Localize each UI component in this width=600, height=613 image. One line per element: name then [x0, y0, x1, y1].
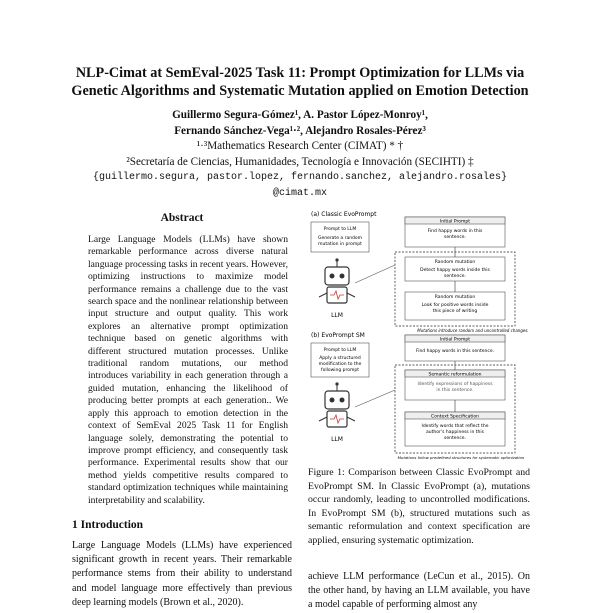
section-text: Large Language Models (LLMs) have experienced significant growth in recent years. Their remarkable performance stems from their ability to understand and model language more effectively than previous deep learning models (Brown et al., 2020).	[72, 540, 292, 608]
prompt-b-text: Apply a structured modification to the following prompt	[318, 356, 362, 373]
affiliation-1: ¹·³Mathematics Research Center (CIMAT) * †	[196, 140, 404, 152]
email-domain: @cimat.mx	[272, 187, 327, 199]
random-mutation-label-2: Random mutation	[434, 295, 476, 300]
abstract-heading: Abstract	[160, 212, 204, 224]
llm-label-a: LLM	[331, 312, 343, 319]
semantic-text: Identify expressions of happiness in this sentence.	[417, 382, 493, 393]
authors-line-2: Fernando Sánchez-Vega¹·², Alejandro Rosales-Pérez³	[174, 124, 426, 137]
llm-label-b: LLM	[331, 436, 343, 443]
figure-1	[305, 205, 533, 463]
caption-b: Mutations follow predefined structures for systematic optimization	[397, 455, 525, 460]
robot-icon-a	[319, 258, 355, 303]
robot-icon-b	[319, 382, 355, 427]
panel-b-label: (b) EvoPrompt SM	[311, 332, 365, 339]
affiliation-2: ²Secretaría de Ciencias, Humanidades, Tecnología e Innovación (SECIHTI) ‡	[126, 155, 474, 168]
context-text: Identify words that reflect the author's happiness in this sentence.	[421, 424, 489, 441]
column2-text: achieve LLM performance (LeCun et al., 2015). On the other hand, by having an LLM available, you have a model capable of performing almost any	[308, 571, 530, 611]
panel-a-label: (a) Classic EvoPrompt	[311, 211, 377, 218]
initial-prompt-label-b: Initial Prompt	[439, 337, 471, 343]
initial-prompt-label-a: Initial Prompt	[439, 219, 471, 225]
authors-line-1: Guillermo Segura-Gómez¹, A. Pastor López-Monroy¹,	[172, 109, 428, 121]
prompt-b-label: Prompt to LLM	[323, 348, 357, 353]
author-emails: {guillermo.segura, pastor.lopez, fernando.sanchez, alejandro.rosales}	[92, 172, 508, 183]
caption-a: Mutations introduce random and uncontrolled changes.	[417, 328, 529, 333]
random-mutation-text-2: Look for positive words inside this piece of writing	[421, 303, 489, 314]
initial-prompt-text-b: Find happy words in this sentence.	[415, 349, 495, 354]
prompt-a-label: Prompt to LLM	[323, 227, 357, 232]
random-mutation-label-1: Random mutation	[434, 260, 476, 265]
semantic-label: Semantic reformulation	[428, 372, 482, 378]
section-heading: 1 Introduction	[72, 519, 144, 531]
abstract-text: Large Language Models (LLMs) have shown remarkable performance across diverse natural language processing tasks in recent years. However, optimizing instructions to maximize model performance remains a challenge due to the vast search space and the nonlinear relationship between input structure and output quality. This work explores an alternative prompt optimization technique based on genetic algorithms with different structured mutation processes. Unlike traditional random mutations, our method introduces variability in each generation through a guided mutation, enhancing the likelihood of producing better prompts at each generation.. We apply this approach to emotion detection in the context of SemEval 2025 Task 11 for English language solely, demonstrating the potential to improve prompt efficiency, and consequently task performance. Experimental results show that our method yields competitive results compared to standard optimization techniques while maintaining interpretability and scalability.	[88, 234, 288, 506]
initial-prompt-text-a: Find happy words in this sentence.	[427, 229, 483, 240]
figure-caption: Figure 1: Comparison between Classic EvoPrompt and EvoPrompt SM. In Classic EvoPrompt (a), mutations occur randomly, leading to uncontrolled modifications. In EvoPrompt SM (b), structured mutations such as semantic reformulation and context specification are applied, ensuring systematic optimization.	[308, 467, 530, 546]
author-block	[40, 108, 560, 201]
paper-title: NLP-Cimat at SemEval-2025 Task 11: Prompt Optimization for LLMs via Genetic Algorithms and Systematic Mutation applied on Emotion Detection	[71, 65, 529, 99]
random-mutation-text-1: Detect happy words inside this sentence.	[420, 268, 490, 279]
context-label: Context Specification	[431, 414, 479, 420]
prompt-a-text: Generate a random mutation in prompt	[317, 236, 363, 247]
